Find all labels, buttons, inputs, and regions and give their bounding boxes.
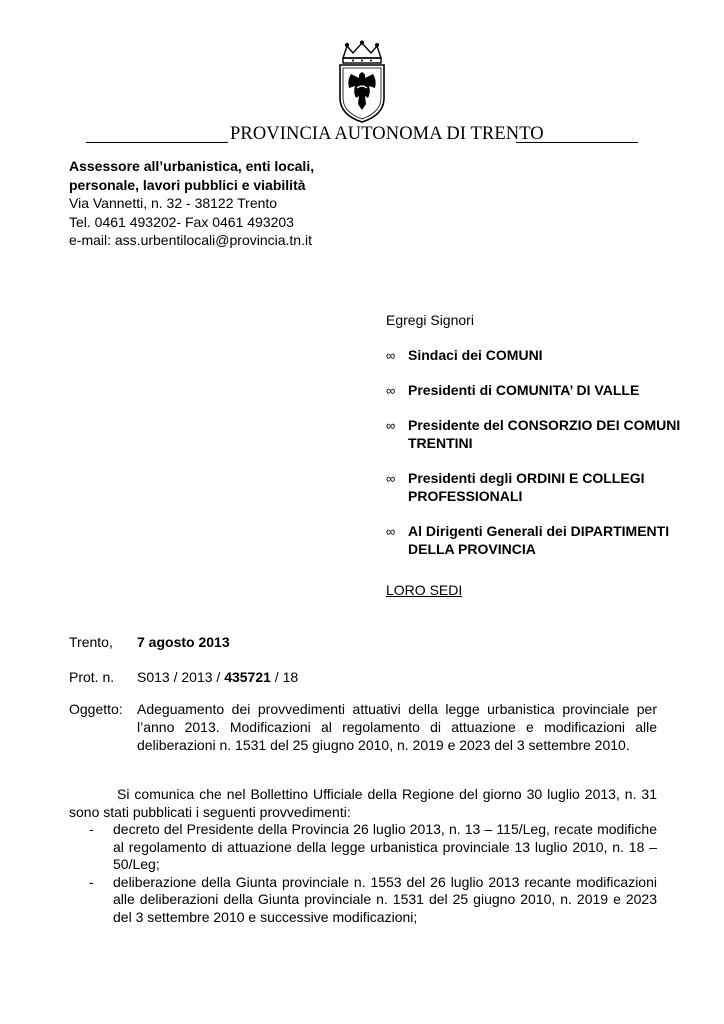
recipient-item [386, 522, 686, 558]
recipient-label: Al Dirigenti Generali dei DIPARTIMENTI DELLA PROVINCIA [408, 523, 670, 557]
sender-block [69, 157, 399, 250]
crest-emblem [331, 40, 393, 124]
infinity-bullet-icon: ∞ [386, 524, 396, 539]
protocol-number: 435721 [224, 669, 271, 685]
list-item [69, 874, 657, 927]
body-intro: Si comunica che nel Bollettino Ufficiale della Regione del giorno 30 luglio 2013, n. 31 sono stati pubblicati i seguenti provvedimenti: [69, 786, 657, 820]
recipient-item [386, 469, 686, 505]
list-dash: - [89, 821, 94, 837]
letter-body [69, 786, 657, 926]
protocol-suffix: / 18 [274, 669, 299, 685]
recipient-item [386, 416, 686, 452]
infinity-bullet-icon: ∞ [386, 348, 396, 363]
provisions-list [69, 821, 657, 926]
recipient-label: Presidenti di COMUNITA’ DI VALLE [408, 382, 640, 398]
subject-text: Adeguamento dei provvedimenti attuativi della legge urbanistica provinciale per l’anno 2013. Modificazioni al regolamento di attuazione e modificazioni alle deliberazioni n. 1531 del 25 giugno 2010, n. 2019 e 2023 del 3 settembre 2010. [137, 701, 657, 753]
list-dash: - [89, 873, 94, 890]
list-item-text: decreto del Presidente della Provincia 26 luglio 2013, n. 13 – 115/Leg, recate modifiche al regolamento di attuazione della legge urbanistica provinciale 13 luglio 2010, n. 18 – 50/Leg; [113, 821, 657, 872]
recipient-item [386, 346, 686, 364]
sender-email: e-mail: ass.urbentilocali@provincia.tn.it [69, 232, 312, 248]
date-row [69, 633, 669, 651]
list-item [69, 821, 657, 874]
sender-office-line1: Assessore all’urbanistica, enti locali, [69, 158, 315, 174]
sender-phone: Tel. 0461 493202- Fax 0461 493203 [69, 213, 294, 230]
protocol-row [69, 668, 669, 686]
infinity-bullet-icon: ∞ [386, 383, 396, 398]
recipient-label: Sindaci dei COMUNI [408, 347, 543, 363]
recipient-label: Presidenti degli ORDINI E COLLEGI PROFESSIONALI [408, 470, 645, 504]
list-item-text: deliberazione della Giunta provinciale n. 1553 del 26 luglio 2013 recante modificazioni alle deliberazioni della Giunta provinciale n. 1531 del 25 giugno 2010, n. 2019 e 2023 del 3 settembre 2010 e successive modificazioni; [113, 873, 657, 925]
letter-date: 7 agosto 2013 [137, 634, 230, 650]
subject-block [69, 700, 657, 754]
infinity-bullet-icon: ∞ [386, 471, 396, 486]
header-rule-left [86, 142, 228, 143]
protocol-label: Prot. n. [69, 669, 115, 685]
header-title: PROVINCIA AUTONOMA DI TRENTO [230, 124, 544, 144]
infinity-bullet-icon: ∞ [386, 418, 396, 433]
sender-address: Via Vannetti, n. 32 - 38122 Trento [69, 195, 278, 211]
subject-label: Oggetto: [69, 701, 123, 717]
eagle-crest-icon [331, 40, 393, 124]
header-banner [86, 122, 638, 150]
protocol-prefix: S013 / 2013 / [137, 669, 221, 685]
header-rule-right [516, 142, 638, 143]
recipient-item [386, 381, 686, 399]
recipient-label: Presidente del CONSORZIO DEI COMUNI TRENTINI [408, 417, 681, 451]
closing-loro-sedi: LORO SEDI [386, 582, 463, 598]
recipients-block [386, 311, 686, 599]
place-label: Trento, [69, 634, 113, 650]
sender-office-line2: personale, lavori pubblici e viabilità [69, 176, 306, 193]
greeting: Egregi Signori [386, 312, 474, 328]
